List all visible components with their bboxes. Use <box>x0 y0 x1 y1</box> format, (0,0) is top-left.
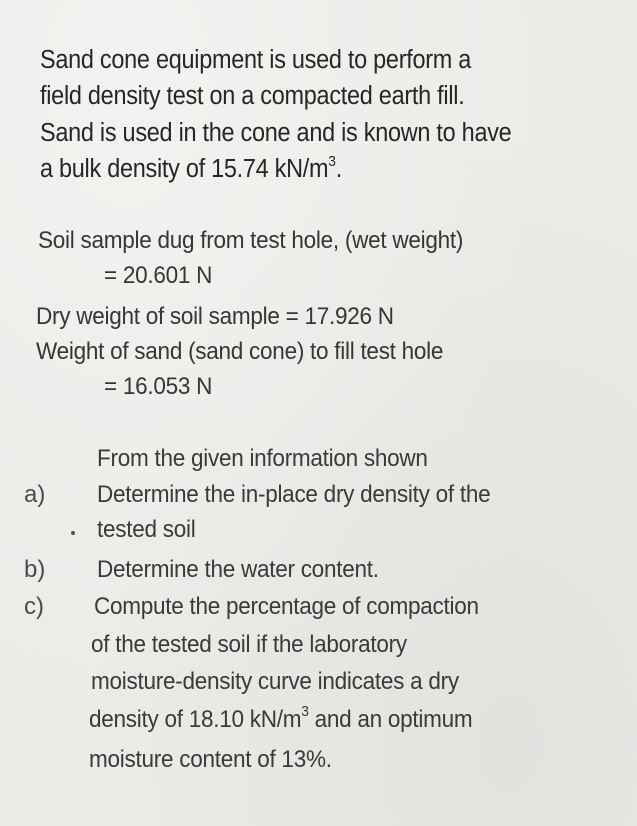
questions-lead: From the given information shown <box>97 445 428 472</box>
stray-dot <box>71 531 75 535</box>
optimum-text: and an optimum <box>308 706 473 733</box>
question-b-marker: b) <box>24 556 46 583</box>
wet-weight-label: Soil sample dug from test hole, (wet weight) <box>38 227 464 254</box>
bulk-density-text: a bulk density of 15.74 kN/m <box>40 155 329 183</box>
question-c-marker: c) <box>24 593 44 620</box>
lab-density-text: density of 18.10 kN/m <box>89 706 302 733</box>
intro-line-4 <box>40 154 342 184</box>
question-c-line-5: moisture content of 13%. <box>89 746 332 773</box>
question-c-line-1: Compute the percentage of compaction <box>94 593 479 620</box>
sand-weight-label: Weight of sand (sand cone) to fill test hole <box>36 338 444 365</box>
question-c-line-3: moisture-density curve indicates a dry <box>91 668 459 695</box>
wet-weight-value: = 20.601 N <box>104 262 213 289</box>
bulk-density-exponent: 3 <box>328 152 336 170</box>
dry-weight-label: Dry weight of soil sample = 17.926 N <box>36 303 394 330</box>
question-c-line-2: of the tested soil if the laboratory <box>91 631 407 658</box>
lab-density-exponent: 3 <box>301 702 309 720</box>
question-a-line-1: Determine the in-place dry density of the <box>97 481 491 508</box>
question-a-marker: a) <box>24 481 46 508</box>
question-b-line-1: Determine the water content. <box>97 556 379 583</box>
question-a-line-2: tested soil <box>97 516 196 543</box>
intro-line-1: Sand cone equipment is used to perform a <box>40 46 472 74</box>
intro-line-3: Sand is used in the cone and is known to have <box>40 119 512 147</box>
bulk-density-period: . <box>335 155 342 183</box>
intro-line-2: field density test on a compacted earth fill. <box>40 82 465 110</box>
sand-weight-value: = 16.053 N <box>104 373 213 400</box>
question-c-line-4 <box>89 702 473 735</box>
